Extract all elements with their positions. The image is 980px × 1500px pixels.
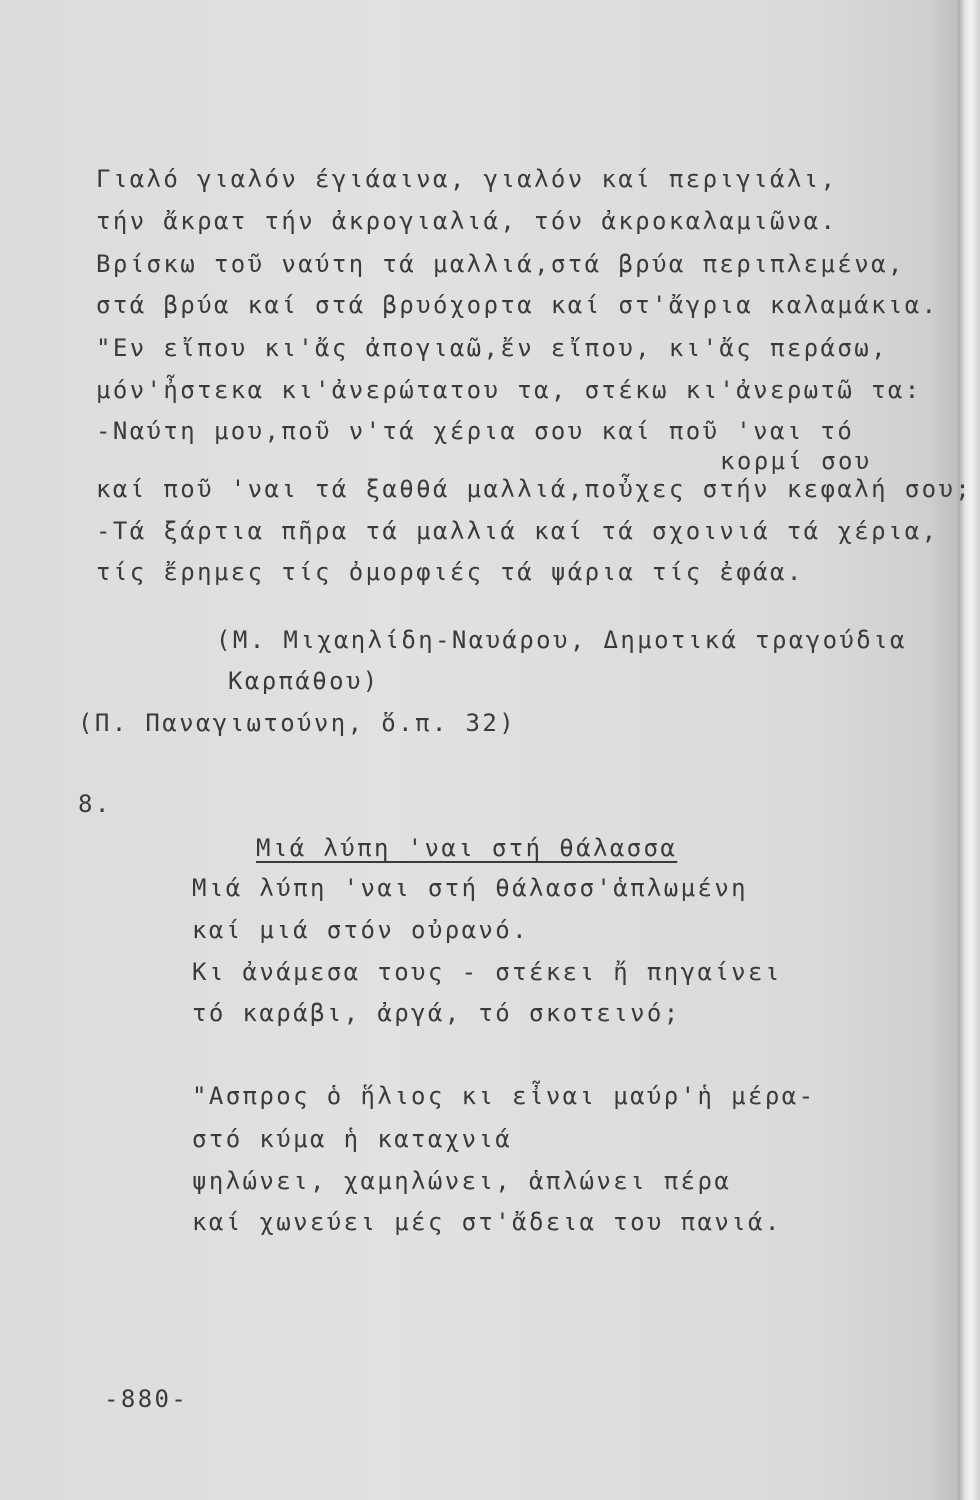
page-number: -880- xyxy=(104,1385,189,1413)
poem-line: Κι ἀνάμεσα τους - στέκει ἤ πηγαίνει xyxy=(192,958,782,986)
citation-line: (Π. Παναγιωτούνη, ὅ.π. 32) xyxy=(78,709,517,737)
book-spine-edge xyxy=(958,0,980,1500)
poem-line: στά βρύα καί στά βρυόχορτα καί στ'ἄγρια καλαμάκια. xyxy=(96,291,939,319)
citation-line: Καρπάθου) xyxy=(228,667,380,695)
poem-line: τό καράβι, ἀργά, τό σκοτεινό; xyxy=(192,999,681,1027)
poem-line: -Τά ξάρτια πῆρα τά μαλλιά καί τά σχοινιά τά χέρια, xyxy=(96,517,939,545)
poem-line: -Ναύτη μου,ποῦ ν'τά χέρια σου καί ποῦ 'ναι τό xyxy=(96,417,855,445)
poem-line-continuation: κορμί σου xyxy=(720,447,872,475)
poem-line: στό κύμα ἡ καταχνιά xyxy=(192,1125,513,1153)
poem-line: τήν ἄκρατ τήν ἀκρογιαλιά, τόν ἀκροκαλαμιῶνα. xyxy=(96,207,838,235)
poem-line: "Εν εἴπου κι'ἄς ἀπογιαῶ,ἔν εἴπου, κι'ἄς περάσω, xyxy=(96,334,888,362)
poem-line: "Ασπρος ὁ ἥλιος κι εἶναι μαύρ'ἡ μέρα- xyxy=(192,1082,816,1110)
poem-line: Γιαλό γιαλόν έγιάαινα, γιαλόν καί περιγιάλι, xyxy=(96,165,838,193)
poem-line: Μιά λύπη 'ναι στή θάλασσ'ἁπλωμένη xyxy=(192,874,749,902)
poem-title: Μιά λύπη 'ναι στή θάλασσα xyxy=(256,834,678,862)
citation-line: (Μ. Μιχαηλίδη-Ναυάρου, Δημοτικά τραγούδια xyxy=(216,626,907,654)
poem-line: ψηλώνει, χαμηλώνει, ἁπλώνει πέρα xyxy=(192,1167,732,1195)
poem-line: τίς ἔρημες τίς ὀμορφιές τά ψάρια τίς ἐφάα. xyxy=(96,558,804,586)
poem-line: καί χωνεύει μές στ'ἄδεια του πανιά. xyxy=(192,1208,782,1236)
poem-line: Βρίσκω τοῦ ναύτη τά μαλλιά,στά βρύα περιπλεμένα, xyxy=(96,250,905,278)
poem-line: καί ποῦ 'ναι τά ξαθθά μαλλιά,ποὖχες στήν κεφαλή σου; xyxy=(96,475,973,503)
poem-line: μόν'ἦστεκα κι'ἀνερώτατου τα, στέκω κι'ἀνερωτῶ τα: xyxy=(96,376,922,404)
poem-line: καί μιά στόν οὐρανό. xyxy=(192,916,529,944)
poem-number: 8. xyxy=(78,790,112,818)
